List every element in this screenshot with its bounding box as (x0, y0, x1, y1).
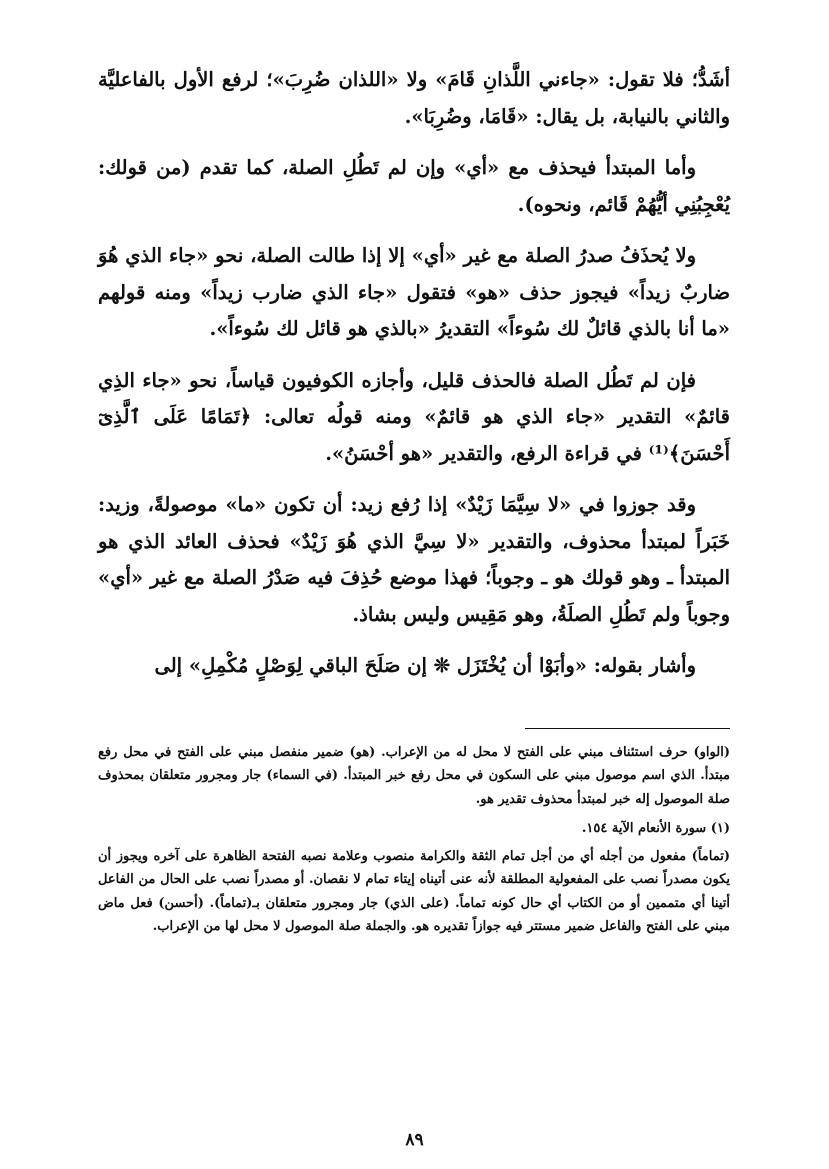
footnote-parsing-1: (الواو) حرف استئناف مبني على الفتح لا محل له من الإعراب. (هو) ضمير منفصل مبني على الفتح في محل رفع مبتدأ. الذي اسم موصول مبني على السكون في محل رفع خبر المبتدأ. (في السماء) جار ومجرور متعلقان بمحذوف صلة الموصول إله خبر لمبتدأ محذوف تقدير هو. (98, 744, 730, 807)
paragraph-2: وأما المبتدأ فيحذف مع «أي» وإن لم تَطُلِ الصلة، كما تقدم (من قولك: يُعْجِبُنِي أيُّهُمْ قَائم، ونحوه). (98, 156, 730, 216)
footnotes (98, 741, 730, 939)
footnote-parsing-2: (تماماً) مفعول من أجله أي من أجل تمام الثقة والكرامة منصوب وعلامة نصبه الفتحة الظاهرة على آخره ويجوز أن يكون مصدراً نصب على المفعولية المطلقة لأنه عنى أتيناه إيتاء تمام لا نقصان. أو مصدراً نصب على الحال من الفاعل أتينا أي متممين أو من الكتاب أي حال كونه تماماً. (على الذي) جار ومجرور متعلقان بـ(تماماً). (أحسن) فعل ماض مبني على الفتح والفاعل ضمير مستتر فيه جوازاً تقديره هو. والجملة صلة الموصول لا محل لها من الإعراب. (98, 848, 730, 934)
footnote-divider (525, 728, 730, 729)
paragraph-4: فإن لم تَطُل الصلة فالحذف قليل، وأجازه الكوفيون قياساً، نحو «جاء الذِي قائمٌ» التقدير «جاء الذي هو قائمٌ» ومنه قولُه تعالى: ﴿تَمَامًا عَلَى ٱلَّذِىٓ أَحْسَنَ﴾⁽¹⁾ في قراءة الرفع، والتقدير «هو أحْسَنُ». (98, 368, 730, 465)
main-text (98, 62, 730, 685)
book-page (98, 62, 730, 943)
paragraph-6: وأشار بقوله: «وأبَوْا أن يُخْتَزَل ❊ إن صَلَحَ الباقي لِوَصْلٍ مُكْمِلِ» إلى (154, 654, 696, 677)
footnote-1-reference: (١) سورة الأنعام الآية ١٥٤. (581, 821, 730, 836)
paragraph-3: ولا يُحذَفُ صدرُ الصلة مع غير «أي» إلا إذا طالت الصلة، نحو «جاء الذي هُوَ ضاربٌ زيداً» فيجوز حذف «هو» فتقول «جاء الذي ضارب زيداً» ومنه قولهم «ما أنا بالذي قائلٌ لك سُوءاً» التقديرُ «بالذي هو قائل لك سُوءاً». (98, 244, 730, 340)
page-number: ٨٩ (405, 1130, 424, 1150)
paragraph-1: أشَدُّ؛ فلا تقول: «جاءني اللَّذانِ قَامَ» ولا «اللذان ضُرِبَ»؛ لرفع الأول بالفاعليَّة والثاني بالنيابة، بل يقال: «قَامَا، وضُرِبَا». (98, 68, 730, 128)
paragraph-5: وقد جوزوا في «لا سِيَّمَا زَيْدٌ» إذا رُفع زيد: أن تكون «ما» موصولةً، وزيد: خَبَراً لمبتدأ محذوف، والتقدير «لا سِيَّ الذي هُوَ زَيْدٌ» فحذف العائد الذي هو المبتدأ ـ وهو قولك هو ـ وجوباً؛ فهذا موضع حُذِفَ فيه صَدْرُ الصلة مع غير «أي» وجوباً ولم تَطُلِ الصلَةُ، وهو مَقِيس وليس بشاذ. (98, 493, 730, 626)
